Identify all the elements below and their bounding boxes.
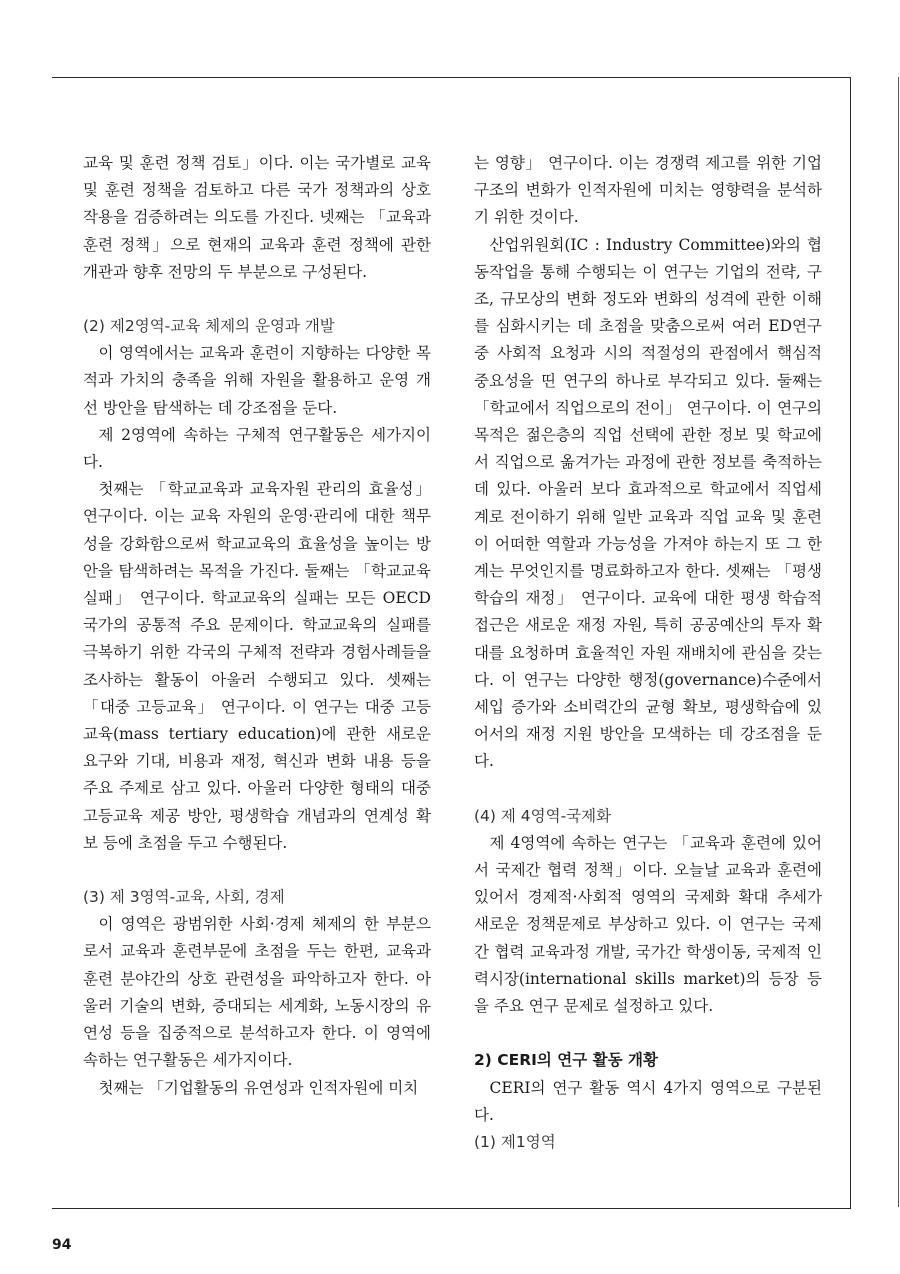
- subsection-heading: (2) 제2영역-교육 체제의 운영과 개발: [83, 317, 335, 336]
- paragraph: 교육 및 훈련 정책 검토」이다. 이는 국가별로 교육 및 훈련 정책을 검토하고 다른 국가 정책과의 상호 작용을 검증하려는 의도를 가진다. 넷째는 「교육과 훈련 정책」으로 현재의 교육과 훈련 정책에 관한 개관과 향후 전망의 두 부분으로 구성된다.: [83, 154, 431, 281]
- paragraph: 산업위원회(IC : Industry Committee)와의 협동작업을 통해 수행되는 이 연구는 기업의 전략, 구조, 규모상의 변화 정도와 변화의 성격에 관한 이해를 심화시키는 데 초점을 맞춤으로써 여러 ED연구 중 사회적 요청과 시의 적절성의 관점에서 핵심적 중요성을 띤 연구의 하나로 부각되고 있다. 둘째는 「학교에서 직업으로의 전이」 연구이다. 이 연구의 목적은 젊은층의 직업 선택에 관한 정보 및 학교에서 직업으로 옮겨가는 과정에 관한 정보를 축적하는 데 있다. 아울러 보다 효과적으로 학교에서 직업세계로 전이하기 위해 일반 교육과 직업 교육 및 훈련이 어떠한 역할과 가능성을 가져야 하는지 또 그 한계는 무엇인지를 명료화하고자 한다. 셋째는 「평생학습의 재정」 연구이다. 교육에 대한 평생 학습적 접근은 새로운 재정 자원, 특히 공공예산의 투자 확대를 요청하며 효율적인 자원 재배치에 관심을 갖는다. 이 연구는 다양한 행정(governance)수준에서 세입 증가와 소비력간의 균형 확보, 평생학습에 있어서의 재정 지원 방안을 모색하는 데 강조점을 둔다.: [474, 235, 822, 771]
- subsection-heading: (3) 제 3영역-교육, 사회, 경제: [83, 888, 285, 907]
- left-column: [83, 150, 431, 1102]
- paragraph: 제 2영역에 속하는 구체적 연구활동은 세가지이다.: [83, 425, 431, 472]
- page-edge-line: [898, 77, 899, 1207]
- paragraph: 이 영역에서는 교육과 훈련이 지향하는 다양한 목적과 가치의 충족을 위해 자원을 활용하고 운영 개선 방안을 탐색하는 데 강조점을 둔다.: [83, 344, 431, 417]
- subsection-heading: (1) 제1영역: [474, 1132, 556, 1151]
- paragraph: 제 4영역에 속하는 연구는 「교육과 훈련에 있어서 국제간 협력 정책」이다. 오늘날 교육과 훈련에 있어서 경제적·사회적 영역의 국제화 확대 추세가 새로운 정책문제로 부상하고 있다. 이 연구는 국제간 협력 교육과정 개발, 국가간 학생이동, 국제적 인력시장(international skills market)의 등장 등을 주요 연구 문제로 설정하고 있다.: [474, 833, 822, 1016]
- subsection-heading: (4) 제 4영역-국제화: [474, 806, 612, 825]
- paragraph: 이 영역은 광범위한 사회·경제 체제의 한 부분으로서 교육과 훈련부문에 초점을 두는 한편, 교육과 훈련 분야간의 상호 관련성을 파악하고자 한다. 아울러 기술의 변화, 증대되는 세계화, 노동시장의 유연성 등을 집중적으로 분석하고자 한다. 이 영역에 속하는 연구활동은 세가지이다.: [83, 915, 431, 1070]
- paragraph: 첫째는 「기업활동의 유연성과 인적자원에 미치: [98, 1078, 419, 1097]
- paragraph: CERI의 연구 활동 역시 4가지 영역으로 구분된다.: [474, 1078, 822, 1124]
- right-column: [474, 150, 822, 1156]
- section-heading: 2) CERI의 연구 활동 개황: [474, 1051, 658, 1070]
- page-number: 94: [52, 1237, 72, 1253]
- paragraph: 첫째는 「학교교육과 교육자원 관리의 효율성」 연구이다. 이는 교육 자원의 운영·관리에 대한 책무성을 강화함으로써 학교교육의 효율성을 높이는 방안을 탐색하려는 목적을 가진다. 둘째는 「학교교육 실패」 연구이다. 학교교육의 실패는 모든 OECD 국가의 공통적 주요 문제이다. 학교교육의 실패를 극복하기 위한 각국의 구체적 전략과 경험사례들을 조사하는 활동이 아울러 수행되고 있다. 셋째는 「대중 고등교육」 연구이다. 이 연구는 대중 고등교육(mass tertiary education)에 관한 새로운 요구와 기대, 비용과 재정, 혁신과 변화 내용 등을 주요 주제로 삼고 있다. 아울러 다양한 형태의 대중 고등교육 제공 방안, 평생학습 개념과의 연계성 확보 등에 초점을 두고 수행된다.: [83, 480, 431, 852]
- paragraph: 는 영향」 연구이다. 이는 경쟁력 제고를 위한 기업구조의 변화가 인적자원에 미치는 영향력을 분석하기 위한 것이다.: [474, 154, 822, 227]
